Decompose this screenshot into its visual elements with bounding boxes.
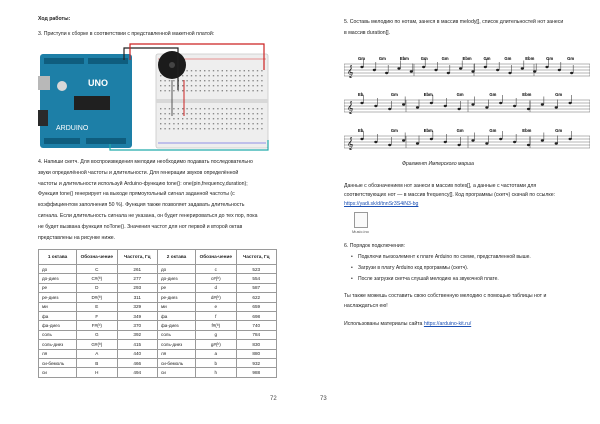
table-cell: d#(ᵇ) bbox=[196, 293, 236, 302]
table-cell: си-бемоль bbox=[39, 358, 77, 367]
note-head bbox=[558, 69, 561, 71]
note-head bbox=[373, 69, 376, 71]
table-cell: 311 bbox=[117, 293, 157, 302]
page-number-73: 73 bbox=[320, 396, 327, 402]
table-cell: 622 bbox=[236, 293, 276, 302]
table-cell: C bbox=[77, 265, 117, 274]
note-head bbox=[533, 70, 536, 72]
note-head bbox=[360, 138, 363, 140]
table-header-cell: 2 октава bbox=[157, 250, 195, 265]
note-head bbox=[541, 139, 544, 141]
table-cell: до-диез bbox=[157, 274, 195, 283]
table-cell: фа bbox=[157, 311, 195, 320]
text-line: частоты и длительности используй Arduino-функцию tone(): one(pin,frequency,duration); bbox=[38, 180, 248, 187]
table-cell: ре-диез bbox=[157, 293, 195, 302]
table-cell: g bbox=[196, 330, 236, 339]
credit-link[interactable]: https://arduino-kit.ru/ bbox=[423, 321, 472, 327]
list-item-label: Загрузи в плату Arduino код программы (скетч). bbox=[358, 265, 469, 271]
note-head bbox=[545, 66, 548, 68]
chord-symbol: Ebm bbox=[399, 56, 409, 61]
table-cell: 740 bbox=[236, 321, 276, 330]
table-cell: g#(ᵇ) bbox=[196, 340, 236, 349]
breadboard-diagram bbox=[38, 40, 278, 152]
note-head bbox=[422, 66, 425, 68]
step-4-paragraph bbox=[38, 157, 278, 243]
chord-symbol: Gm bbox=[456, 92, 464, 97]
table-cell: 659 bbox=[236, 302, 276, 311]
table-cell: D bbox=[77, 283, 117, 292]
text-line: сигнала. Если длительность сигнала не указана, он будет генерироваться до тех пор, пока bbox=[38, 212, 258, 219]
list-item-label: Подключи пьезоэлемент к плате Arduino по схеме, представленной выше. bbox=[358, 254, 531, 260]
step-3: 3. Приступи к сборке в соответствии с представленной макетной платой: bbox=[38, 31, 215, 37]
connection-steps-list bbox=[351, 252, 588, 285]
chord-symbol: Gm bbox=[390, 128, 398, 133]
text-line: 5. Составь мелодию по нотам, занеся в массив melody[], список длительностей нот занеси bbox=[344, 19, 564, 25]
table-cell: фа bbox=[39, 311, 77, 320]
text-line: соответствующих нот — в массив frequency[]. Код программы (скетч) скачай по ссылке: bbox=[344, 191, 556, 198]
note-head bbox=[569, 138, 572, 140]
table-cell: ре-диез bbox=[39, 293, 77, 302]
note-head bbox=[485, 106, 488, 108]
credit-line bbox=[344, 321, 471, 328]
list-item-label: После загрузки скетча слушай мелодию на звукочной плате. bbox=[358, 276, 499, 282]
table-cell: 932 bbox=[236, 358, 276, 367]
table-cell: 349 bbox=[117, 311, 157, 320]
note-head bbox=[471, 103, 474, 105]
chord-symbol: Gm bbox=[489, 128, 497, 133]
note-head bbox=[416, 106, 419, 108]
list-item bbox=[351, 274, 588, 285]
treble-clef-icon: 𝄞 bbox=[347, 65, 354, 78]
bullet-icon: • bbox=[351, 265, 353, 271]
note-head bbox=[388, 108, 391, 110]
note-head bbox=[444, 141, 447, 143]
text-line: коэффициентом заполнения 50 %). Функция также позволяет задавать длительность bbox=[38, 202, 245, 209]
chord-symbol: Ebm bbox=[522, 92, 532, 97]
table-cell: h bbox=[196, 368, 236, 377]
table-cell: 587 bbox=[236, 283, 276, 292]
note-head bbox=[541, 103, 544, 105]
note-head bbox=[410, 70, 413, 72]
note-head bbox=[499, 102, 502, 104]
table-cell: 494 bbox=[117, 368, 157, 377]
file-label: Music.ino bbox=[352, 229, 369, 234]
table-cell: 698 bbox=[236, 311, 276, 320]
chord-symbol: Gm bbox=[358, 56, 365, 61]
note-head bbox=[485, 142, 488, 144]
chord-symbol: Gm bbox=[555, 92, 563, 97]
table-cell: B bbox=[77, 358, 117, 367]
note-head bbox=[402, 139, 405, 141]
table-cell: c#(ᵇ) bbox=[196, 274, 236, 283]
text-line: представлены на рисунке ниже. bbox=[38, 234, 116, 241]
note-head bbox=[402, 103, 405, 105]
table-cell: си-бемоль bbox=[157, 358, 195, 367]
table-cell: A bbox=[77, 349, 117, 358]
table-cell: фа-диез bbox=[39, 321, 77, 330]
note-head bbox=[385, 72, 388, 74]
list-item bbox=[351, 252, 588, 263]
chord-symbol: Gm bbox=[483, 56, 491, 61]
note-head bbox=[459, 67, 462, 69]
table-body bbox=[39, 265, 277, 378]
table-header-cell: Обозна-чение bbox=[77, 250, 117, 265]
table-row bbox=[39, 321, 277, 330]
note-head bbox=[527, 144, 530, 146]
list-item bbox=[351, 263, 588, 274]
svg-text:ARDUINO: ARDUINO bbox=[56, 125, 89, 132]
note-head bbox=[434, 69, 437, 71]
bullet-icon: • bbox=[351, 276, 353, 282]
note-head bbox=[527, 108, 530, 110]
page-number-72: 72 bbox=[270, 396, 277, 402]
note-head bbox=[360, 102, 363, 104]
table-cell: 293 bbox=[117, 283, 157, 292]
data-paragraph bbox=[344, 182, 584, 199]
note-head bbox=[374, 141, 377, 143]
chord-symbol: Eb bbox=[358, 128, 364, 133]
chord-symbol: Gm bbox=[489, 92, 497, 97]
table-cell: соль bbox=[157, 330, 195, 339]
table-cell: 277 bbox=[117, 274, 157, 283]
note-head bbox=[458, 108, 461, 110]
note-head bbox=[360, 66, 363, 68]
table-cell: 830 bbox=[236, 340, 276, 349]
table-row bbox=[39, 283, 277, 292]
table-cell: си bbox=[39, 368, 77, 377]
table-cell: c bbox=[196, 265, 236, 274]
table-cell: f bbox=[196, 311, 236, 320]
chord-symbol: Gm bbox=[546, 56, 554, 61]
note-head bbox=[555, 142, 558, 144]
table-cell: фа-диез bbox=[157, 321, 195, 330]
table-header-cell: Частота, Гц bbox=[236, 250, 276, 265]
table-cell: соль-диез bbox=[39, 340, 77, 349]
table-cell: 784 bbox=[236, 330, 276, 339]
bullet-icon: • bbox=[351, 254, 353, 260]
table-cell: до bbox=[157, 265, 195, 274]
table-cell: D#(ᵇ) bbox=[77, 293, 117, 302]
table-cell: f#(ᵇ) bbox=[196, 321, 236, 330]
table-header-cell: 1 октава bbox=[39, 250, 77, 265]
note-head bbox=[374, 105, 377, 107]
note-head bbox=[430, 102, 433, 104]
table-cell: 523 bbox=[236, 265, 276, 274]
chord-symbol: Gm bbox=[456, 128, 464, 133]
table-cell: e bbox=[196, 302, 236, 311]
score-caption: Фрагмент Имперского марша bbox=[402, 161, 474, 167]
table-row bbox=[39, 274, 277, 283]
credit-text: Использованы материалы сайта bbox=[344, 321, 424, 327]
chord-symbol: Ebm bbox=[423, 128, 433, 133]
note-head bbox=[496, 69, 499, 71]
chord-symbol: Gm bbox=[390, 92, 398, 97]
text-line: Функция tone() генерирует на выходе прямоугольный сигнал заданной частоты (с bbox=[38, 191, 235, 198]
heading: Ход работы: bbox=[38, 16, 71, 22]
step-5-paragraph bbox=[344, 17, 584, 38]
table-cell: 988 bbox=[236, 368, 276, 377]
text-line: Ты также можешь составить свою собственную мелодию с помощью таблицы нот и bbox=[344, 293, 547, 299]
table-cell: ля bbox=[157, 349, 195, 358]
table-cell: ре bbox=[39, 283, 77, 292]
note-head bbox=[513, 105, 516, 107]
chord-symbol: Gm bbox=[567, 56, 575, 61]
right-page bbox=[300, 0, 600, 424]
table-row bbox=[39, 358, 277, 367]
table-cell: ре bbox=[157, 283, 195, 292]
note-head bbox=[521, 67, 524, 69]
table-cell: 329 bbox=[117, 302, 157, 311]
chord-symbol: Ebm bbox=[522, 128, 532, 133]
text-line: в массив duration[]. bbox=[344, 29, 391, 36]
table-cell: G bbox=[77, 330, 117, 339]
sheet-music-score bbox=[344, 52, 590, 158]
notes-frequency-table bbox=[38, 249, 277, 378]
text-line: наслаждаться ею! bbox=[344, 302, 388, 309]
table-cell: H bbox=[77, 368, 117, 377]
text-line: не будет вызвана функция noTone(). Значения частот для нот первой и второй октав bbox=[38, 223, 243, 230]
table-cell: 370 bbox=[117, 321, 157, 330]
note-head bbox=[444, 105, 447, 107]
chord-symbol: Gm bbox=[420, 56, 428, 61]
download-link[interactable]: https://yadi.sk/d/tnnSr3S4iN3-bg bbox=[344, 201, 419, 207]
table-cell: d bbox=[196, 283, 236, 292]
table-cell: си bbox=[157, 368, 195, 377]
table-row bbox=[39, 265, 277, 274]
treble-clef-icon: 𝄞 bbox=[347, 137, 354, 150]
step-6: 6. Порядок подключения: bbox=[344, 243, 405, 249]
table-row bbox=[39, 349, 277, 358]
table-header-row bbox=[39, 250, 277, 265]
table-row bbox=[39, 340, 277, 349]
file-icon[interactable] bbox=[354, 212, 368, 228]
note-head bbox=[555, 106, 558, 108]
treble-clef-icon: 𝄞 bbox=[347, 101, 354, 114]
closing-paragraph bbox=[344, 292, 584, 311]
table-cell: 392 bbox=[117, 330, 157, 339]
table-cell: ля bbox=[39, 349, 77, 358]
table-row bbox=[39, 311, 277, 320]
chord-symbol: Gm bbox=[504, 56, 512, 61]
table-cell: ми bbox=[157, 302, 195, 311]
table-row bbox=[39, 368, 277, 377]
table-cell: b bbox=[196, 358, 236, 367]
chord-symbol: Ebm bbox=[525, 56, 535, 61]
note-head bbox=[458, 144, 461, 146]
chord-symbol: Eb bbox=[358, 92, 364, 97]
note-head bbox=[570, 72, 573, 74]
note-head bbox=[447, 72, 450, 74]
svg-text:UNO: UNO bbox=[88, 78, 108, 88]
table-header-cell: Обозна-чение bbox=[196, 250, 236, 265]
note-head bbox=[388, 144, 391, 146]
table-cell: E bbox=[77, 302, 117, 311]
table-row bbox=[39, 330, 277, 339]
table-row bbox=[39, 302, 277, 311]
table-cell: соль-диез bbox=[157, 340, 195, 349]
note-head bbox=[430, 138, 433, 140]
table-cell: 466 bbox=[117, 358, 157, 367]
table-cell: F bbox=[77, 311, 117, 320]
table-cell: до-диез bbox=[39, 274, 77, 283]
note-head bbox=[416, 142, 419, 144]
note-head bbox=[508, 72, 511, 74]
table-cell: соль bbox=[39, 330, 77, 339]
note-head bbox=[397, 67, 400, 69]
note-head bbox=[471, 70, 474, 72]
chord-symbol: Gm bbox=[555, 128, 563, 133]
table-cell: 554 bbox=[236, 274, 276, 283]
chord-symbol: Ebm bbox=[462, 56, 472, 61]
note-head bbox=[513, 141, 516, 143]
table-cell: 880 bbox=[236, 349, 276, 358]
note-head bbox=[569, 102, 572, 104]
text-line: звуки определённой частоты и длительности. Для генерации звуков определённой bbox=[38, 169, 239, 176]
table-cell: F#(ᵇ) bbox=[77, 321, 117, 330]
text-line: 4. Напиши скетч. Для воспроизведения мелодии необходимо подавать последовательно bbox=[38, 159, 253, 165]
table-cell: ми bbox=[39, 302, 77, 311]
table-cell: 440 bbox=[117, 349, 157, 358]
chord-symbol: Gm bbox=[378, 56, 386, 61]
text-line: Данные с обозначением нот занеси в массив notes[], а данные с частотами для bbox=[344, 183, 537, 189]
table-cell: 261 bbox=[117, 265, 157, 274]
table-cell: 415 bbox=[117, 340, 157, 349]
table-row bbox=[39, 293, 277, 302]
note-head bbox=[471, 139, 474, 141]
table-cell: G#(ᵇ) bbox=[77, 340, 117, 349]
chord-symbol: Gm bbox=[441, 56, 449, 61]
table-cell: до bbox=[39, 265, 77, 274]
table-header-cell: Частота, Гц bbox=[117, 250, 157, 265]
note-head bbox=[484, 66, 487, 68]
table-cell: a bbox=[196, 349, 236, 358]
chord-symbol: Ebm bbox=[423, 92, 433, 97]
table-cell: C#(ᵇ) bbox=[77, 274, 117, 283]
note-head bbox=[499, 138, 502, 140]
